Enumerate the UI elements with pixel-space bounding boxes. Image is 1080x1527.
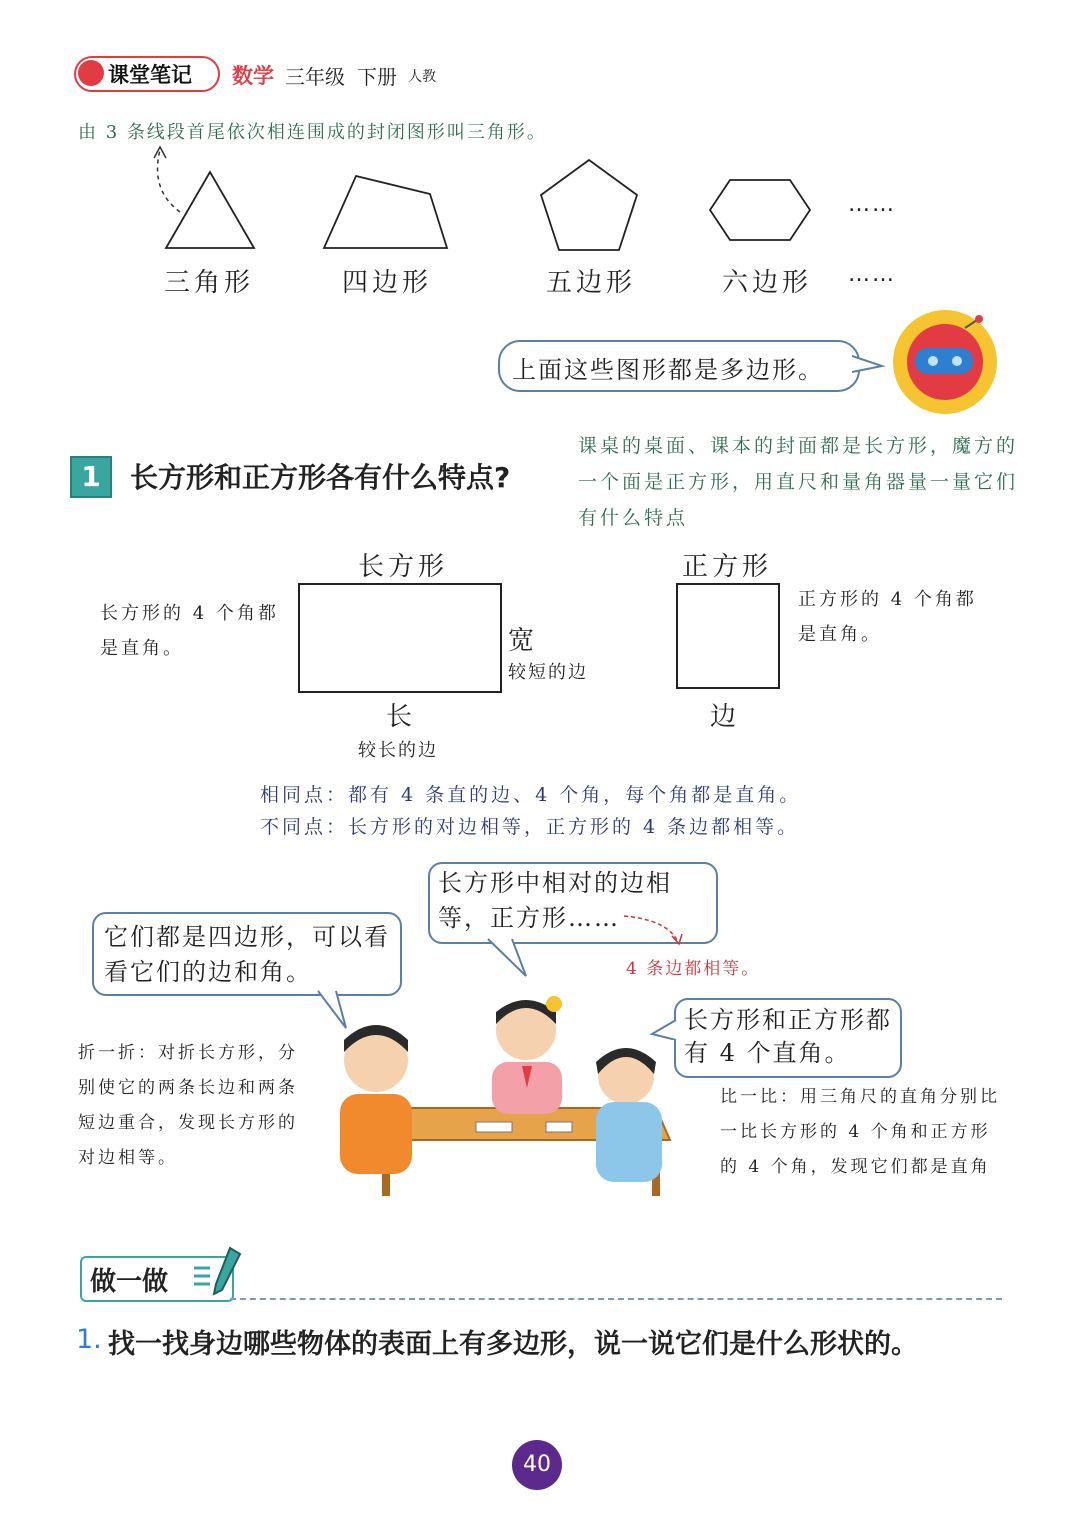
rectangle-width-note: 较短的边: [508, 662, 588, 683]
header-subject: 数学: [232, 64, 274, 88]
rectangle-shape: [298, 583, 502, 693]
label-hexagon: 六边形: [722, 268, 813, 298]
header-badge-text: 课堂笔记: [108, 63, 192, 87]
polygon-figures: [0, 140, 1080, 260]
section-side-note: 课桌的桌面、课本的封面都是长方形，魔方的一个面是正方形，用直尺和量角器量一量它们有什么特点: [578, 435, 1019, 529]
practice-item-text: 找一找身边哪些物体的表面上有多边形，说一说它们是什么形状的。: [108, 1329, 918, 1360]
summary-same: 相同点：都有 4 条直的边、4 个角，每个角都是直角。: [260, 784, 802, 806]
hexagon-shape: [710, 180, 810, 240]
rectangle-length-label: 长: [386, 702, 413, 732]
header-edition: 人教: [408, 69, 436, 85]
practice-heading: 做一做: [90, 1267, 169, 1297]
square-title: 正方形: [682, 552, 773, 582]
bubble-tail: [852, 352, 886, 376]
summary-diff: 不同点：长方形的对边相等，正方形的 4 条边都相等。: [260, 816, 800, 838]
polygon-ellipsis-top: ……: [848, 192, 896, 217]
middle-bubble-text: 长方形中相对的边相等，正方形……: [438, 869, 672, 932]
fold-note: 折一折：对折长方形，分别使它的两条长边和两条短边重合，发现长方形的对边相等。: [78, 1043, 298, 1168]
rectangle-left-note: 长方形的 4 个角都是直角。: [100, 603, 279, 659]
square-right-note: 正方形的 4 个角都是直角。: [798, 589, 977, 645]
rectangle-length-note: 较长的边: [358, 740, 438, 761]
label-triangle: 三角形: [164, 268, 255, 298]
label-pentagon: 五边形: [546, 268, 637, 298]
section-number-badge: [70, 456, 112, 498]
robot-bubble-text: 上面这些图形都是多边形。: [512, 356, 824, 384]
rectangle-title: 长方形: [358, 552, 449, 582]
header-logo-icon: [78, 60, 104, 86]
quadrilateral-shape: [324, 176, 447, 248]
label-quadrilateral: 四边形: [342, 268, 433, 298]
left-bubble-text: 它们都是四边形，可以看看它们的边和角。: [104, 923, 390, 986]
triangle-shape: [166, 172, 254, 248]
children-illustration: [326, 990, 686, 1200]
label-ellipsis: ……: [848, 262, 896, 287]
pen-icon: [190, 1244, 246, 1298]
header-grade: 三年级: [285, 65, 345, 89]
triangle-definition-note: 由 3 条线段首尾依次相连围成的封闭图形叫三角形。: [78, 122, 547, 143]
square-shape: [676, 583, 780, 689]
robot-mascot-icon: [893, 310, 997, 414]
rectangle-width-label: 宽: [508, 626, 535, 656]
practice-divider: [230, 1298, 1002, 1300]
middle-bubble-note: 4 条边都相等。: [626, 959, 761, 979]
square-side-label: 边: [710, 702, 737, 732]
page-number: 40: [512, 1440, 562, 1490]
section-title: 长方形和正方形各有什么特点?: [130, 461, 511, 494]
compare-note: 比一比：用三角尺的直角分别比一比长方形的 4 个角和正方形的 4 个角，发现它们都是直角: [720, 1087, 1000, 1177]
dashed-arrow: [158, 150, 181, 212]
pentagon-shape: [541, 160, 637, 250]
section-number: 1: [81, 460, 101, 493]
right-bubble-text: 长方形和正方形都有 4 个直角。: [684, 1006, 892, 1067]
practice-item-number: 1.: [76, 1324, 102, 1355]
header-term: 下册: [357, 65, 397, 89]
